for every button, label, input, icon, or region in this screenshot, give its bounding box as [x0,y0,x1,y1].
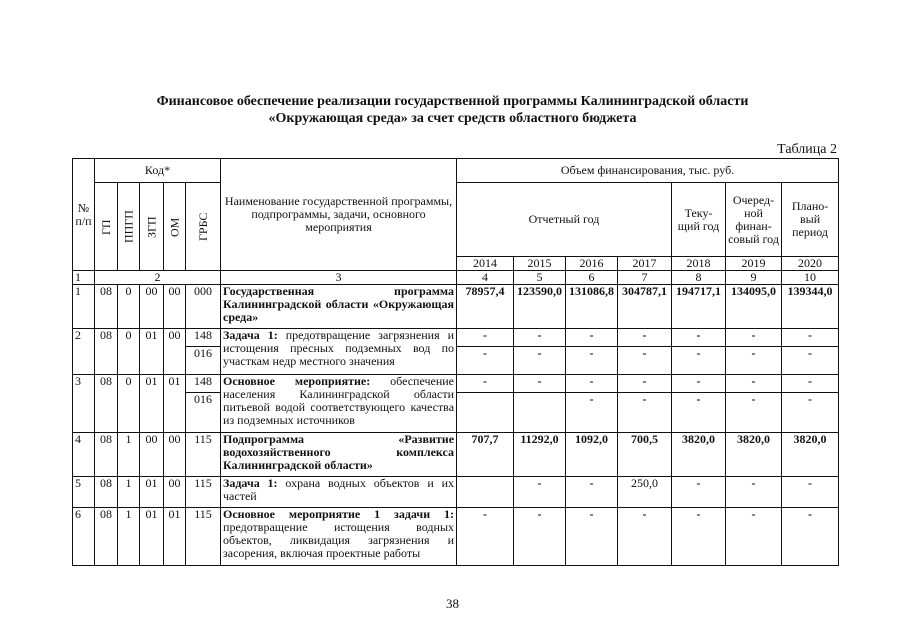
code-grbs: 000 [186,285,221,329]
table-row [73,285,839,329]
table-row [73,477,839,508]
code-ppgp: 0 [118,375,140,433]
value-cell: - [672,329,726,347]
colnum-cell: 8 [672,271,726,285]
value-cell: - [514,329,566,347]
code-zgp: 01 [140,508,164,566]
code-gp: 08 [95,508,118,566]
value-cell: 139344,0 [782,285,839,329]
value-cell: - [457,347,514,375]
value-cell: 250,0 [618,477,672,508]
document-title [0,93,905,127]
code-ppgp: 1 [118,433,140,477]
row-name: Государственная программа Калининградской области «Окружающая среда» [221,285,457,329]
row-name: Подпрограмма «Развитие водохозяйственного комплекса Калининградской области» [221,433,457,477]
row-num: 6 [73,508,95,566]
value-cell: 707,7 [457,433,514,477]
code-grbs: 115 [186,433,221,477]
table-row [73,508,839,566]
value-cell: - [726,347,782,375]
colnum-cell: 3 [221,271,457,285]
header-current-year: Теку- щий год [672,183,726,257]
value-cell [457,477,514,508]
colnum-cell: 10 [782,271,839,285]
value-cell: - [514,477,566,508]
value-cell: - [618,375,672,393]
title-line-1: Финансовое обеспечение реализации государственной программы Калининградской области [156,94,749,109]
year-cell: 2018 [672,257,726,271]
value-cell: - [566,347,618,375]
code-zgp: 01 [140,375,164,433]
code-zgp: 00 [140,433,164,477]
code-gp: 08 [95,477,118,508]
value-cell: - [618,508,672,566]
row-num: 2 [73,329,95,375]
value-cell: - [672,508,726,566]
header-report-year: Отчетный год [457,183,672,257]
header-grbs: ГРБС [186,183,221,271]
value-cell: - [672,393,726,433]
table-label: Таблица 2 [777,142,837,157]
value-cell: 134095,0 [726,285,782,329]
value-cell: - [726,477,782,508]
row-name [221,329,457,375]
title-line-2: «Окружающая среда» за счет средств областного бюджета [268,111,637,126]
value-cell: - [782,347,839,375]
header-num: № п/п [73,159,95,271]
value-cell: - [566,508,618,566]
row-name-text: обеспечение населения Калининградской области питьевой водой соответствующего качества из подземных источников [223,374,455,427]
code-om: 00 [164,477,186,508]
value-cell: 194717,1 [672,285,726,329]
value-cell: - [782,375,839,393]
value-cell: - [672,347,726,375]
code-gp: 08 [95,375,118,433]
colnum-cell: 1 [73,271,95,285]
value-cell: - [782,329,839,347]
colnum-cell: 6 [566,271,618,285]
value-cell: - [618,347,672,375]
year-cell: 2020 [782,257,839,271]
row-name [221,508,457,566]
row-num: 1 [73,285,95,329]
column-number-row [73,271,839,285]
table-subrow [73,393,839,433]
value-cell: - [672,375,726,393]
year-cell: 2014 [457,257,514,271]
code-ppgp: 0 [118,285,140,329]
value-cell: 131086,8 [566,285,618,329]
code-grbs: 115 [186,508,221,566]
code-om: 00 [164,433,186,477]
value-cell: - [514,375,566,393]
code-om: 01 [164,508,186,566]
value-cell: - [566,375,618,393]
code-gp: 08 [95,329,118,375]
code-zgp: 01 [140,329,164,375]
value-cell: 3820,0 [672,433,726,477]
value-cell: - [782,393,839,433]
page-number: 38 [446,596,459,611]
header-name: Наименование государственной программы, подпрограммы, задачи, основного мероприятия [221,159,457,271]
row-num: 4 [73,433,95,477]
value-cell: - [618,393,672,433]
value-cell: - [672,477,726,508]
row-name-bold: Основное мероприятие: [223,374,371,388]
value-cell: - [726,508,782,566]
row-name-text: предотвращение загрязнения и истощения пресных подземных вод по участкам недр местного значения [223,328,455,368]
colnum-cell: 7 [618,271,672,285]
header-ppgp: ППГП [118,183,140,271]
table-row [73,433,839,477]
value-cell: 700,5 [618,433,672,477]
table-row [73,329,839,347]
value-cell: - [726,393,782,433]
header-om: ОМ [164,183,186,271]
value-cell: 304787,1 [618,285,672,329]
value-cell: - [782,508,839,566]
header-next-year: Очеред- ной финан- совый год [726,183,782,257]
row-name-bold: Задача 1: [223,328,278,342]
code-grbs: 016 [186,393,221,433]
year-cell: 2015 [514,257,566,271]
row-name-bold: Основное мероприятие 1 задачи 1: [223,507,455,521]
value-cell: - [726,375,782,393]
table-subrow [73,347,839,375]
value-cell: - [782,477,839,508]
row-name [221,477,457,508]
value-cell: - [618,329,672,347]
value-cell: 1092,0 [566,433,618,477]
code-gp: 08 [95,285,118,329]
value-cell: - [457,508,514,566]
value-cell: 78957,4 [457,285,514,329]
header-zgp: ЗГП [140,183,164,271]
financing-table [72,158,839,566]
year-cell: 2017 [618,257,672,271]
row-name [221,375,457,433]
row-num: 3 [73,375,95,433]
year-cell: 2019 [726,257,782,271]
value-cell: 123590,0 [514,285,566,329]
header-plan-period: Плано- вый период [782,183,839,257]
value-cell: - [457,329,514,347]
code-zgp: 01 [140,477,164,508]
code-grbs: 148 [186,375,221,393]
code-ppgp: 1 [118,508,140,566]
value-cell: - [726,329,782,347]
value-cell: - [457,375,514,393]
colnum-cell: 5 [514,271,566,285]
row-name-text: охрана водных объектов и их частей [223,476,455,503]
row-num: 5 [73,477,95,508]
code-om: 00 [164,329,186,375]
value-cell: - [514,347,566,375]
code-zgp: 00 [140,285,164,329]
value-cell: - [566,393,618,433]
header-volume: Объем финансирования, тыс. руб. [457,159,839,183]
colnum-cell: 2 [95,271,221,285]
code-om: 00 [164,285,186,329]
value-cell: 3820,0 [726,433,782,477]
code-ppgp: 0 [118,329,140,375]
row-name-bold: Задача 1: [223,476,278,490]
value-cell: 11292,0 [514,433,566,477]
code-grbs: 016 [186,347,221,375]
code-gp: 08 [95,433,118,477]
code-om: 01 [164,375,186,433]
colnum-cell: 9 [726,271,782,285]
value-cell: - [566,477,618,508]
row-name-text: предотвращение истощения водных объектов, ликвидация загрязнения и засорения, включая проектные работы [223,520,455,560]
colnum-cell: 4 [457,271,514,285]
value-cell [457,393,514,433]
code-grbs: 148 [186,329,221,347]
value-cell: - [514,508,566,566]
table-row [73,375,839,393]
value-cell: - [566,329,618,347]
value-cell: 3820,0 [782,433,839,477]
code-grbs: 115 [186,477,221,508]
value-cell [514,393,566,433]
header-gp: ГП [95,183,118,271]
header-kod: Код* [95,159,221,183]
code-ppgp: 1 [118,477,140,508]
year-cell: 2016 [566,257,618,271]
